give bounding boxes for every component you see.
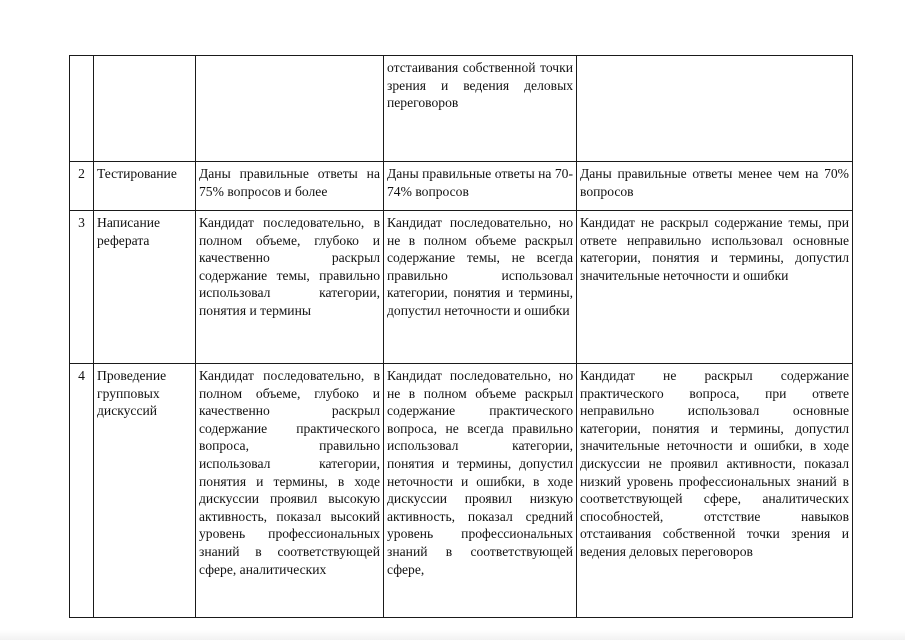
row-number: 2 bbox=[70, 162, 94, 211]
row-number: 4 bbox=[70, 364, 94, 618]
row-number bbox=[70, 56, 94, 162]
table-row bbox=[70, 162, 853, 211]
method-name: Тестирование bbox=[94, 162, 196, 211]
method-name bbox=[94, 56, 196, 162]
assessment-criteria-table bbox=[69, 55, 853, 618]
criterion-high: Кандидат последовательно, в полном объеме, глубоко и качественно раскрыл содержание практического вопроса, правильно использовал категории, понятия и термины, в ходе дискуссии проявил высокую активность, показал высокий уровень профессиональных знаний в соответствующей сфере, аналитических bbox=[196, 364, 384, 618]
criterion-medium: Даны правильные ответы на 70-74% вопросов bbox=[384, 162, 577, 211]
table-row bbox=[70, 211, 853, 364]
criterion-high: Кандидат последовательно, в полном объеме, глубоко и качественно раскрыл содержание темы, правильно использовал категории, понятия и термины bbox=[196, 211, 384, 364]
criterion-high bbox=[196, 56, 384, 162]
criterion-low: Кандидат не раскрыл содержание практического вопроса, при ответе неправильно использовал основные категории, понятия и термины, допустил значительные неточности и ошибки, в ходе дискуссии не проявил активности, показал низкий уровень профессиональных знаний в соответствующей сфере, аналитических способностей, отстствие навыков отстаивания собственной точки зрения и ведения деловых переговоров bbox=[577, 364, 853, 618]
row-number: 3 bbox=[70, 211, 94, 364]
criterion-low: Кандидат не раскрыл содержание темы, при ответе неправильно использовал основные категории, понятия и термины, допустил значительные неточности и ошибки bbox=[577, 211, 853, 364]
criterion-medium: Кандидат последовательно, но не в полном объеме раскрыл содержание темы, не всегда правильно использовал категории, понятия и термины, допустил неточности и ошибки bbox=[384, 211, 577, 364]
criterion-low: Даны правильные ответы менее чем на 70% вопросов bbox=[577, 162, 853, 211]
method-name: Написание реферата bbox=[94, 211, 196, 364]
page-bottom-edge bbox=[0, 630, 905, 640]
table-row bbox=[70, 56, 853, 162]
criterion-low bbox=[577, 56, 853, 162]
table-row bbox=[70, 364, 853, 618]
criterion-medium: отстаивания собственной точки зрения и ведения деловых переговоров bbox=[384, 56, 577, 162]
method-name: Проведение групповых дискуссий bbox=[94, 364, 196, 618]
criterion-high: Даны правильные ответы на 75% вопросов и более bbox=[196, 162, 384, 211]
criterion-medium: Кандидат последовательно, но не в полном объеме раскрыл содержание практического вопроса, не всегда правильно использовал категории, понятия и термины, допустил неточности и ошибки, в ходе дискуссии проявил низкую активность, показал средний уровень профессиональных знаний в соответствующей сфере, bbox=[384, 364, 577, 618]
